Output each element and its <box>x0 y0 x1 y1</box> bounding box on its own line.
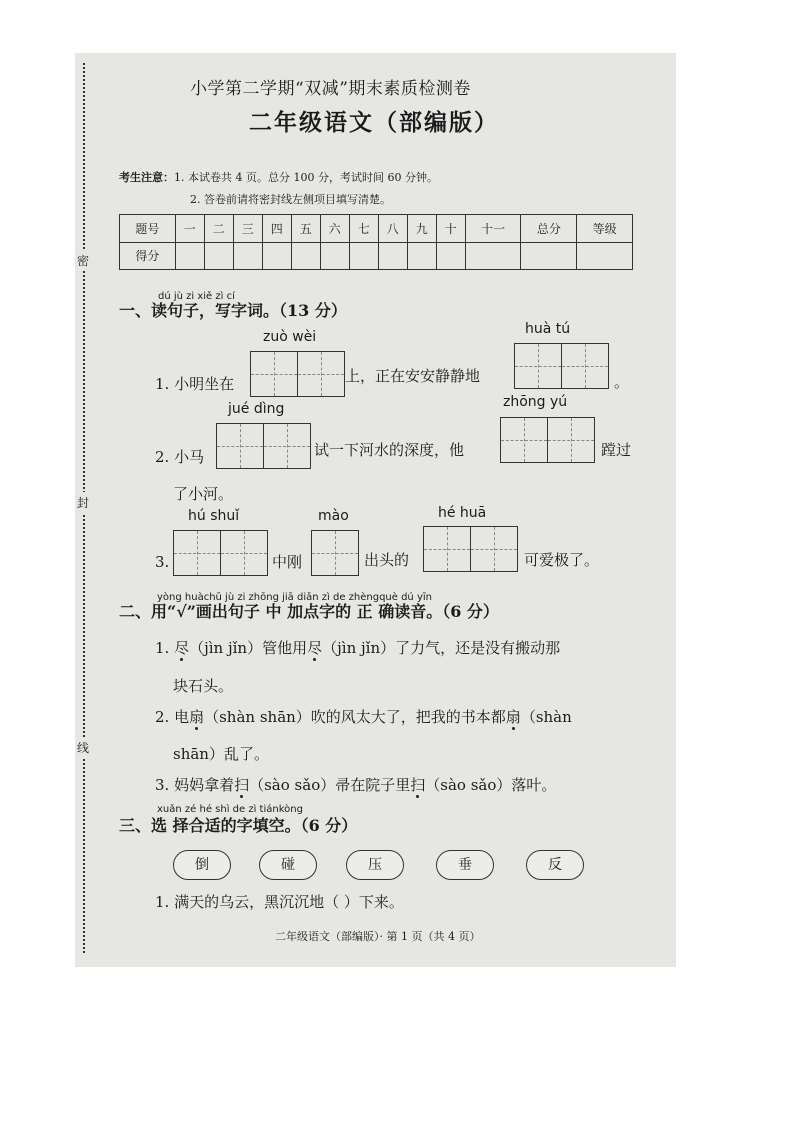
notice-line-2: 2. 答卷前请将密封线左侧项目填写清楚。 <box>190 193 391 206</box>
char-option-cloud: 倒 <box>173 850 231 880</box>
score-cell[interactable] <box>320 242 349 270</box>
s1-q3-prefix: 3. <box>155 553 170 571</box>
s1-pinyin: dú jù zi xiě zì cí <box>158 291 235 302</box>
score-cell[interactable] <box>233 242 262 270</box>
score-table-header-cell: 八 <box>378 215 407 243</box>
s1-q1-middle: 上，正在安安静静地 <box>345 367 481 385</box>
s2-q3: 3. 妈妈拿着扫（sào sǎo）帚在院子里扫（sào sǎo）落叶。 <box>155 776 557 794</box>
s1-q3-middle-2: 出头的 <box>364 551 410 569</box>
s1-q2-line2: 了小河。 <box>173 485 234 503</box>
s1-q1-write-boxes-1[interactable] <box>250 351 345 397</box>
score-table-header-label: 题号 <box>120 215 176 243</box>
score-table-header-cell: 五 <box>291 215 320 243</box>
s1-q3-end: 可爱极了。 <box>524 551 600 569</box>
s1-q3-write-boxes-3[interactable] <box>423 526 518 572</box>
score-table <box>119 214 633 270</box>
s1-q1-end: 。 <box>614 373 630 391</box>
s1-q2-write-boxes-2[interactable] <box>500 417 595 463</box>
score-cell[interactable] <box>175 242 204 270</box>
exam-page <box>75 53 676 967</box>
seal-char-xian: 线 <box>77 737 89 758</box>
s2-q2: 2. 电扇（shàn shān）吹的风太大了，把我的书本都扇（shàn <box>155 708 572 726</box>
s1-q1-write-boxes-2[interactable] <box>514 343 609 389</box>
s2-q1: 1. 尽（jìn jǐn）管他用尽（jìn jǐn）了力气，还是没有搬动那 <box>155 639 561 657</box>
s3-heading: 三、选 择合适的字填空。（6 分） <box>119 816 358 835</box>
seal-char-mi: 密 <box>77 250 89 271</box>
score-cell[interactable] <box>291 242 320 270</box>
seal-char-feng: 封 <box>77 492 89 513</box>
dotted-char: 尽 <box>174 639 190 657</box>
dotted-char: 扇 <box>505 708 521 726</box>
score-cell[interactable] <box>465 242 521 270</box>
score-table-header-cell: 四 <box>262 215 291 243</box>
s1-q3-write-boxes-2[interactable] <box>311 530 359 576</box>
s3-pinyin: xuǎn zé hé shì de zì tiánkòng <box>157 804 303 815</box>
notice-text-1: 1. 本试卷共 4 页。总分 100 分，考试时间 60 分钟。 <box>174 171 438 184</box>
dotted-char: 尽 <box>307 639 323 657</box>
s1-q1-pinyin-2: huà tú <box>525 321 571 337</box>
score-table-header-cell: 总分 <box>521 215 577 243</box>
score-table-row-label: 得分 <box>120 242 176 270</box>
notice-label: 考生注意： <box>119 171 174 184</box>
s1-q2-pinyin-2: zhōng yú <box>503 394 568 410</box>
s1-heading: 一、读句子，写字词。（13 分） <box>119 301 347 320</box>
char-option-cloud: 反 <box>526 850 584 880</box>
score-cell[interactable] <box>407 242 436 270</box>
score-table-header-cell: 九 <box>407 215 436 243</box>
exam-title: 小学第二学期“双减”期末素质检测卷 <box>190 79 471 99</box>
s1-q3-middle-1: 中刚 <box>272 553 303 571</box>
score-table-header-cell: 七 <box>349 215 378 243</box>
s1-q2-prefix: 2. 小马 <box>155 448 205 466</box>
s2-pinyin: yòng huàchū jù zi zhōng jiā diǎn zì de zhèngquè dú yīn <box>157 592 432 603</box>
score-table-header-cell: 一 <box>175 215 204 243</box>
s2-q1-line2: 块石头。 <box>173 677 234 695</box>
dotted-char: 扇 <box>189 708 205 726</box>
s1-q2-write-boxes-1[interactable] <box>216 423 311 469</box>
score-cell[interactable] <box>204 242 233 270</box>
score-cell[interactable] <box>349 242 378 270</box>
score-cell[interactable] <box>436 242 465 270</box>
char-option-cloud: 压 <box>346 850 404 880</box>
score-table-score-row <box>120 242 633 270</box>
score-table-header-cell: 十一 <box>465 215 521 243</box>
dotted-char: 扫 <box>234 776 250 794</box>
s1-q3-write-boxes-1[interactable] <box>173 530 268 576</box>
s1-q3-pinyin-2: mào <box>318 508 349 524</box>
score-table-header-cell: 十 <box>436 215 465 243</box>
score-table-header-cell: 等级 <box>577 215 633 243</box>
score-cell[interactable] <box>521 242 577 270</box>
score-table-header-row <box>120 215 633 243</box>
char-option-cloud: 碰 <box>259 850 317 880</box>
exam-subtitle: 二年级语文（部编版） <box>249 109 499 136</box>
s1-q1-prefix: 1. 小明坐在 <box>155 375 235 393</box>
s1-q2-end: 蹚过 <box>601 441 632 459</box>
score-table-header-cell: 三 <box>233 215 262 243</box>
score-table-header-cell: 二 <box>204 215 233 243</box>
char-option-cloud: 垂 <box>436 850 494 880</box>
s2-q2-line2: shān）乱了。 <box>173 745 269 763</box>
notice-line-1 <box>119 169 438 185</box>
s1-q3-pinyin-3: hé huā <box>438 505 487 521</box>
s2-heading: 二、用“√”画出句子 中 加点字的 正 确读音。（6 分） <box>119 602 499 621</box>
s1-q2-pinyin-1: jué dìng <box>228 401 285 417</box>
page-footer: 二年级语文（部编版）· 第 1 页（共 4 页） <box>275 930 481 943</box>
dotted-char: 扫 <box>410 776 426 794</box>
score-cell[interactable] <box>577 242 633 270</box>
score-table-header-cell: 六 <box>320 215 349 243</box>
s3-q1: 1. 满天的乌云，黑沉沉地（ ）下来。 <box>155 893 404 911</box>
score-cell[interactable] <box>378 242 407 270</box>
s1-q3-pinyin-1: hú shuǐ <box>188 508 240 524</box>
s1-q2-middle: 试一下河水的深度，他 <box>314 441 465 459</box>
score-cell[interactable] <box>262 242 291 270</box>
s1-q1-pinyin-1: zuò wèi <box>263 329 317 345</box>
